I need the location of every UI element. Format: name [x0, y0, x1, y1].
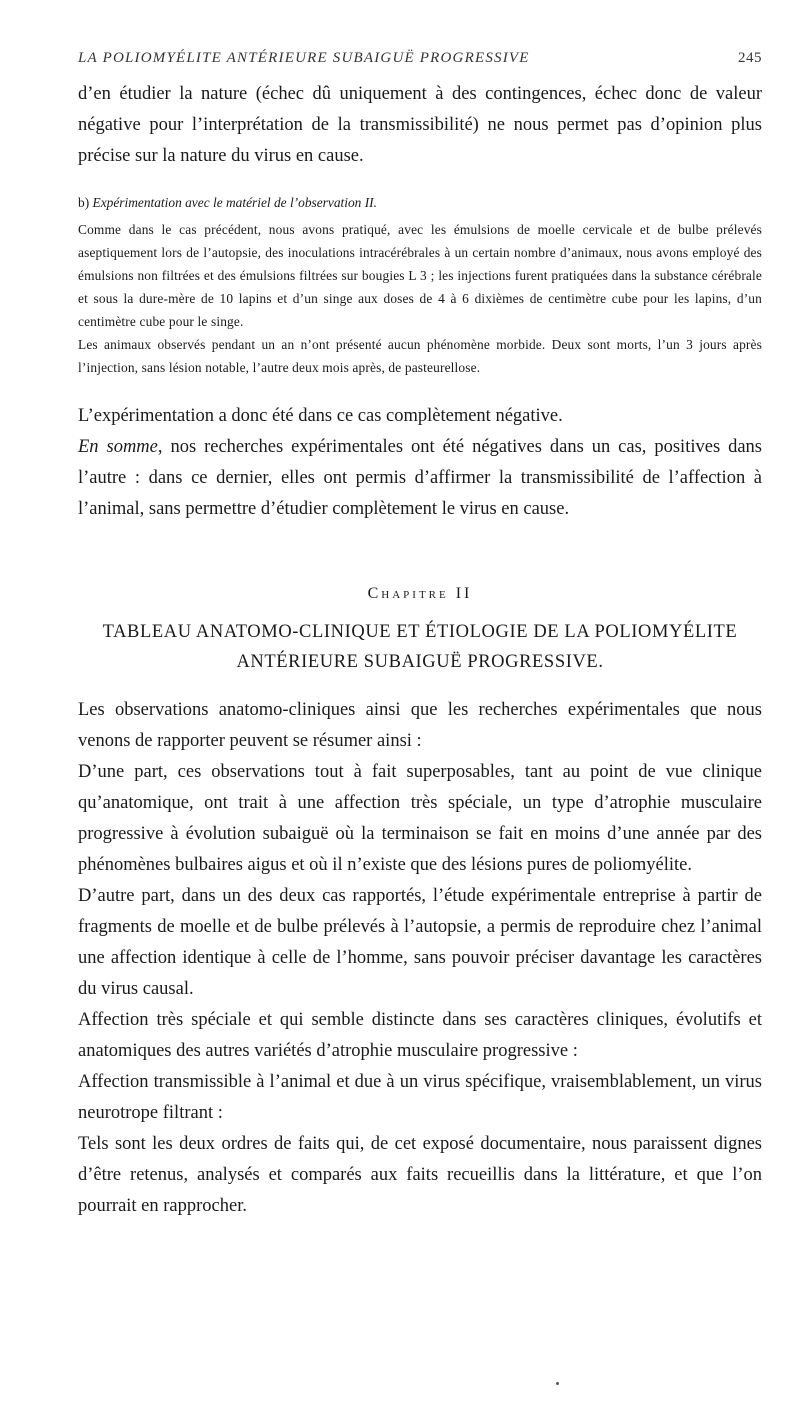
- running-header: [78, 50, 762, 67]
- subheading-title: Expérimentation avec le matériel de l’observation II.: [92, 195, 377, 210]
- summary-text: , nos recherches expérimentales ont été négatives dans un cas, positives dans l’autre : dans ce dernier, elles ont permis d’affirmer la transmissibilité de l’affection à l’animal, sans permettre d’étudier complètement le virus en cause.: [78, 437, 762, 519]
- small-paragraph-results: Les animaux observés pendant un an n’ont présenté aucun phénomène morbide. Deux sont morts, l’un 3 jours après l’injection, sans lésion notable, l’autre deux mois après, de pasteurellose.: [78, 337, 762, 375]
- section-subheading: [78, 192, 762, 214]
- subheading-label: b): [78, 195, 93, 210]
- body-paragraph-1: Les observations anatomo-cliniques ainsi que les recherches expérimentales que nous venons de rapporter peuvent se résumer ainsi :: [78, 700, 762, 751]
- body-paragraph-3: D’autre part, dans un des deux cas rapportés, l’étude expérimentale entreprise à partir de fragments de moelle et de bulbe prélevés à l’autopsie, a permis de reproduire chez l’animal une affection identique à celle de l’homme, sans pouvoir préciser davantage les caractères du virus causal.: [78, 886, 762, 999]
- summary-emphasis: En somme: [78, 437, 158, 457]
- paragraph-conclusion: L’expérimentation a donc été dans ce cas complètement négative.: [78, 406, 563, 426]
- paragraph-summary: [78, 432, 762, 525]
- page-number: 245: [738, 50, 762, 66]
- body-paragraph-4: Affection très spéciale et qui semble distincte dans ses caractères cliniques, évolutifs et anatomiques des autres variétés d’atrophie musculaire progressive :: [78, 1010, 762, 1061]
- body-paragraph-5: Affection transmissible à l’animal et due à un virus spécifique, vraisemblablement, un virus neurotrope filtrant :: [78, 1072, 762, 1123]
- chapter-title: TABLEAU ANATOMO-CLINIQUE ET ÉTIOLOGIE DE LA POLIOMYÉLITE ANTÉRIEURE SUBAIGUË PROGRESSIVE.: [102, 622, 738, 672]
- small-paragraph-method: Comme dans le cas précédent, nous avons pratiqué, avec les émulsions de moelle cervicale et de bulbe prélevés aseptiquement lors de l’autopsie, des inoculations intracérébrales à un certain nombre d’animaux, nous avons employé des émulsions non filtrées et des émulsions filtrées sur bougies L 3 ; les injections furent pratiquées dans la substance cérébrale et sous la dure-mère de 10 lapins et d’un singe aux doses de 4 à 6 dixièmes de centimètre cube pour les lapins, d’un centimètre cube pour le singe.: [78, 222, 762, 329]
- body-paragraph-2: D’une part, ces observations tout à fait superposables, tant au point de vue clinique qu’anatomique, ont trait à une affection très spéciale, un type d’atrophie musculaire progressive à évolution subaiguë où la terminaison se fait en moins d’une année par des phénomènes bulbaires aigus et où il n’existe que des lésions pures de poliomyélite.: [78, 762, 762, 875]
- running-title: LA POLIOMYÉLITE ANTÉRIEURE SUBAIGUË PROGRESSIVE: [78, 50, 530, 66]
- chapter-label: Chapitre II: [367, 585, 473, 602]
- stray-mark: [556, 1382, 559, 1385]
- page: [78, 50, 762, 1222]
- body-paragraph-6: Tels sont les deux ordres de faits qui, de cet exposé documentaire, nous paraissent dignes d’être retenus, analysés et comparés aux faits recueillis dans la littérature, et que l’on pourrait en rapprocher.: [78, 1134, 762, 1216]
- paragraph-continuation: d’en étudier la nature (échec dû uniquement à des contingences, échec donc de valeur négative pour l’interprétation de la transmissibilité) ne nous permet pas d’opinion plus précise sur la nature du virus en cause.: [78, 84, 762, 166]
